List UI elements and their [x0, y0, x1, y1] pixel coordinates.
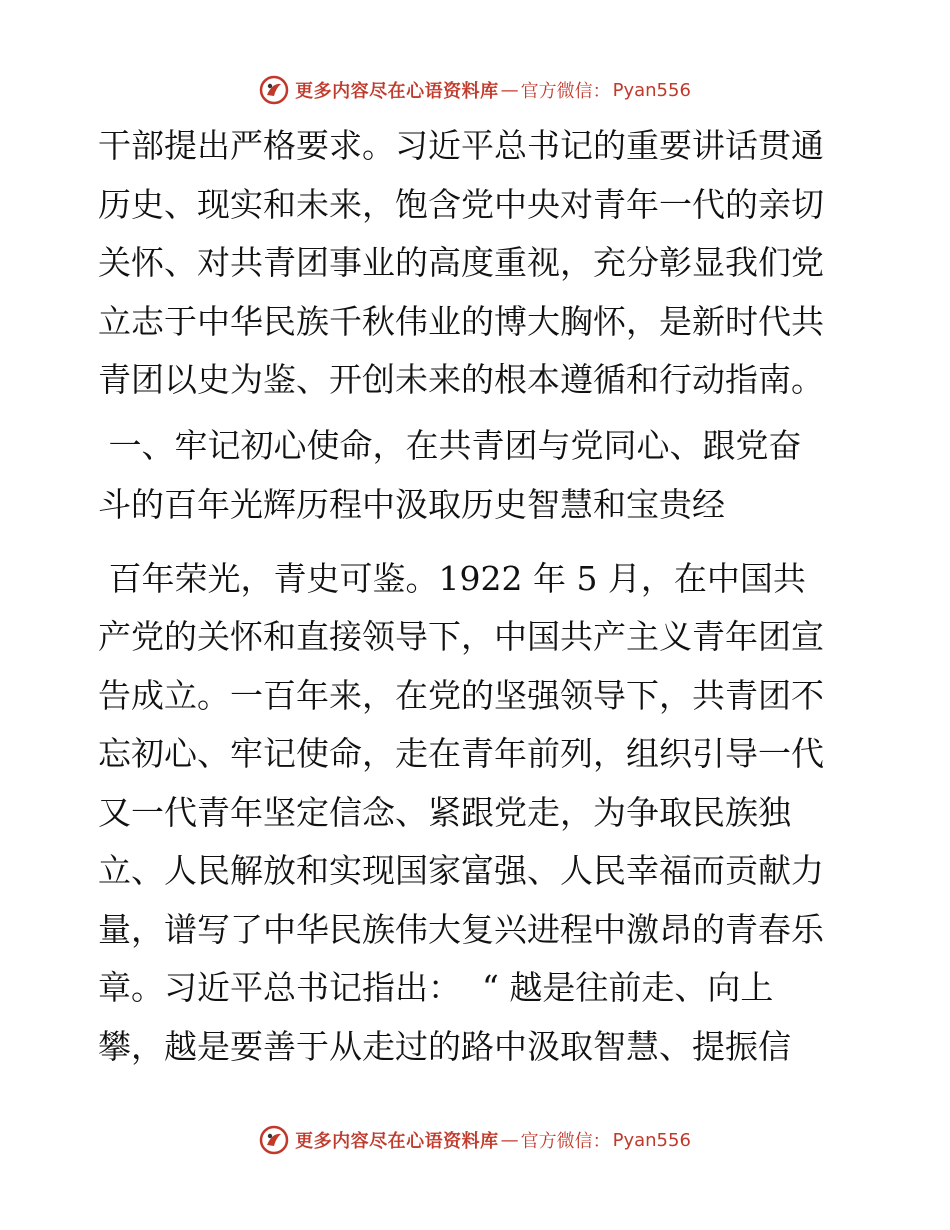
- text-line: 历史、现实和未来，饱含党中央对青年一代的亲切: [98, 184, 824, 224]
- text-line: 产党的关怀和直接领导下，中国共产主义青年团宣: [98, 617, 824, 656]
- banner-dash: —: [500, 79, 519, 101]
- section-heading: [98, 424, 858, 527]
- banner-wechat-id: Pyan556: [612, 79, 691, 101]
- text-line: 干部提出严格要求。习近平总书记的重要讲话贯通: [98, 126, 824, 165]
- paragraph-1: [98, 124, 858, 402]
- banner-main-text: 更多内容尽在心语资料库: [295, 81, 499, 102]
- heading-line: 斗的百年光辉历程中汲取历史智慧和宝贵经: [98, 484, 725, 524]
- text-line: 攀，越是要善于从走过的路中汲取智慧、提振信: [98, 1026, 791, 1066]
- banner-main-text: 更多内容尽在心语资料库: [295, 1131, 499, 1152]
- text-line: 量，谱写了中华民族伟大复兴进程中激昂的青春乐: [98, 909, 824, 949]
- text-line: 立志于中华民族千秋伟业的博大胸怀，是新时代共: [98, 301, 824, 341]
- text-line: 章。习近平总书记指出： “ 越是往前走、向上: [98, 968, 774, 1007]
- text-line: 百年荣光，青史可鉴。1922 年 5 月，在中国共: [98, 558, 806, 598]
- paragraph-2: [98, 557, 858, 1069]
- heading-line: 一、牢记初心使命，在共青团与党同心、跟党奋: [98, 426, 802, 465]
- text-line: 关怀、对共青团事业的高度重视，充分彰显我们党: [98, 243, 824, 282]
- footer-banner: [0, 1120, 950, 1160]
- text-line: 立、人民解放和实现国家富强、人民幸福而贡献力: [98, 851, 824, 890]
- banner-wechat-label: 官方微信：: [520, 81, 611, 102]
- brand-logo-icon: [259, 1125, 289, 1155]
- banner-wechat-label: 官方微信：: [520, 1131, 611, 1152]
- text-line: 告成立。一百年来，在党的坚强领导下，共青团不: [98, 675, 824, 715]
- banner-wechat-id: Pyan556: [612, 1129, 691, 1151]
- brand-logo-icon: [259, 75, 289, 105]
- header-banner: [0, 70, 950, 110]
- text-line: 忘初心、牢记使命，走在青年前列，组织引导一代: [98, 734, 824, 773]
- text-line: 又一代青年坚定信念、紧跟党走，为争取民族独: [98, 792, 791, 832]
- text-line: 青团以史为鉴、开创未来的根本遵循和行动指南。: [98, 360, 824, 399]
- banner-dash: —: [500, 1129, 519, 1151]
- document-body: [98, 124, 858, 1069]
